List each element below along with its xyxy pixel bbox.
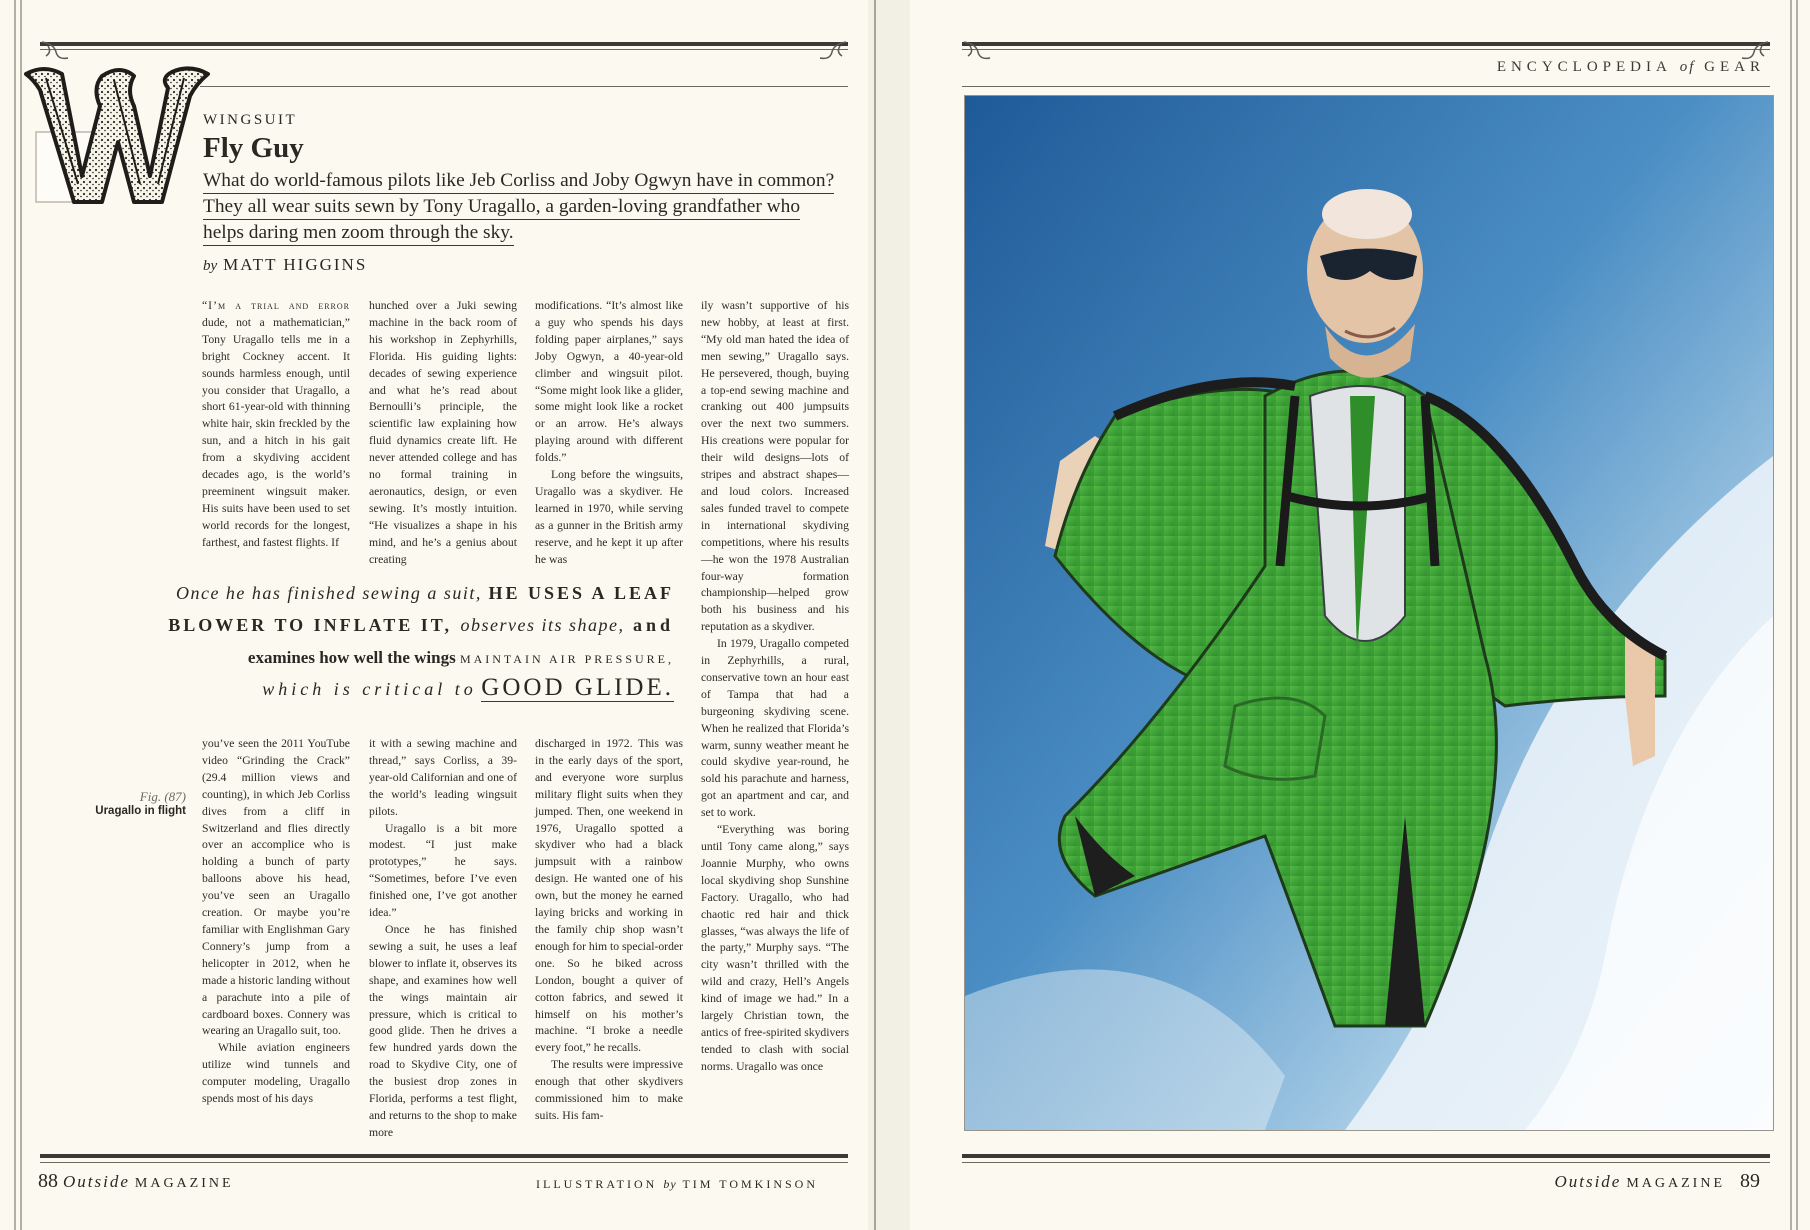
pull-quote-line-2 — [168, 615, 674, 636]
corner-ornament-icon — [962, 40, 992, 62]
dek — [203, 168, 839, 246]
magazine-name: Outside — [1554, 1172, 1622, 1191]
pull-quote-line-1 — [176, 583, 674, 604]
corner-ornament-icon — [818, 40, 848, 62]
pull-quote-bold: and — [632, 615, 674, 635]
magazine-word: MAGAZINE — [134, 1176, 234, 1191]
figure-caption-text: Uragallo in flight — [95, 805, 186, 817]
drop-cap — [22, 66, 222, 206]
byline-name: MATT HIGGINS — [223, 255, 368, 274]
column-3-top — [535, 298, 683, 569]
head-hairline — [962, 86, 1770, 87]
pull-quote-glide: GOOD GLIDE. — [481, 674, 674, 701]
headline: Fly Guy — [203, 132, 304, 164]
page-edge — [14, 0, 16, 1230]
paragraph: The results were impressive enough that other skydivers commissioned him to make suits. His fam- — [535, 1058, 683, 1122]
page-number: 89 — [1740, 1170, 1760, 1192]
pull-quote-italic: which is critical to — [262, 679, 477, 699]
column-2-bottom — [369, 736, 517, 1142]
column-1-top — [202, 298, 350, 552]
top-rule — [40, 42, 848, 46]
drop-cap-w-icon — [22, 66, 222, 206]
paragraph: Uragallo is a bit more modest. “I just make prototypes,” he says. “Sometimes, before I’ve even finished one, I’ve got another idea.” — [369, 821, 517, 920]
paragraph: ily wasn’t supportive of his new hobby, at least at first. “My old man hated the idea of men sewing,” Uragallo says. He persevered, though, buying a top-end sewing machine and cranking out 400 jumpsuits over the next two summers. His creations were popular for their wild designs—lots of stripes and abstract shapes—and loud colors. Increased sales funded travel to compete in international skydiving competitions, where his results—he won the 1978 Australian four-way formation championship—helped grow both his business and his reputation as a skydiver. — [701, 299, 849, 634]
illustration-credit — [536, 1177, 818, 1192]
bottom-rule — [40, 1154, 848, 1158]
paragraph: modifications. “It’s almost like a guy who spends his days folding paper airplanes,” says Joby Ogwyn, a 40-year-old climber and wingsuit pilot. “Some might look like a glider, some might look like a rocket or an arrow. He’s always playing around with different folds.” — [535, 299, 683, 465]
paragraph-text: dude, not a mathematician,” Tony Uragallo tells me in a bright Cockney accent. It sounds harmless enough, until you consider that Uragallo, a short 61-year-old with thinning white hair, skin freckled by the sun, and a hitch in his gait from a skydiving accident decades ago, is the world’s preeminent wingsuit maker. His suits have been used to set world records for the longest, farthest, and fastest flights. If — [202, 315, 350, 549]
column-3-bottom — [535, 736, 683, 1125]
paragraph: you’ve seen the 2011 YouTube video “Grinding the Crack” (29.4 million views and counting), in which Jeb Corliss dives from a cliff in Switzerland and flies directly over an accomplice who is holding a bunch of party balloons above his head, you’ve seen an Uragallo creation. Or maybe you’re familiar with Englishman Gary Connery’s jump from a helicopter in 2012, when he made a historic landing without a parachute into a pile of cardboard boxes. Connery was wearing an Uragallo suit, too. — [202, 737, 351, 1038]
credit-by: by — [663, 1177, 677, 1191]
bottom-hairline — [40, 1162, 848, 1163]
pull-quote-line-4 — [262, 674, 674, 702]
head-hairline — [200, 86, 848, 87]
masthead-word: GEAR — [1704, 59, 1765, 75]
credit-name: TIM TOMKINSON — [682, 1177, 819, 1191]
pull-quote-caps: HE USES A LEAF — [488, 583, 674, 603]
magazine-word: MAGAZINE — [1626, 1176, 1725, 1191]
masthead-of: of — [1679, 59, 1696, 75]
column-2-top — [369, 298, 517, 569]
pull-quote-small-caps: MAINTAIN AIR PRESSURE, — [459, 652, 674, 666]
corner-ornament-icon — [40, 40, 70, 62]
masthead-word: ENCYCLOPEDIA — [1496, 59, 1671, 75]
wingsuit-illustration — [964, 95, 1774, 1131]
column-4 — [701, 298, 849, 1076]
page-edge — [1796, 0, 1798, 1230]
paragraph: it with a sewing machine and thread,” says Corliss, a 39-year-old Californian and one of the world’s leading wingsuit pilots. — [369, 737, 517, 818]
pull-quote-bold: examines how well the wings — [247, 648, 456, 667]
paragraph: Long before the wingsuits, Uragallo was a skydiver. He learned in 1970, while serving as a gunner in the British army reserve, and he kept it up after he was — [535, 468, 683, 566]
paragraph: “Everything was boring until Tony came along,” says Joannie Murphy, who owns local skydiving shop Sunshine Factory. Uragallo, who had chaotic red hair and thick glasses, “was always the life of the party,” Murphy says. “The city wasn’t thrilled with the wild and crazy, Hell’s Angels kind of image we had.” In a largely Christian town, the antics of free-spirited skydivers tended to clash with social norms. Uragallo was once — [701, 823, 849, 1073]
wingsuit-flyer-image — [965, 96, 1773, 1130]
paragraph: Once he has finished sewing a suit, he uses a leaf blower to inflate it, observes its shape, and examines how well the wings maintain air pressure, which is critical to good glide. Then he drives a few hundred yards down the road to Skydive City, one of the busiest drop zones in Florida, performs a test flight, and returns to the shop to make more — [369, 922, 517, 1139]
figure-caption — [86, 789, 186, 817]
paragraph — [202, 298, 350, 552]
top-hairline — [962, 49, 1770, 50]
section-masthead — [1497, 59, 1765, 76]
section-label: WINGSUIT — [203, 112, 298, 128]
top-rule — [962, 42, 1770, 46]
page-number: 88 — [38, 1170, 58, 1192]
paragraph: discharged in 1972. This was in the early days of the sport, and everyone wore surplus military flight suits when they jumped. Then, one weekend in 1976, Uragallo spotted a skydiver who had a black jumpsuit with a rainbow design. He wanted one of his own, but the money he earned laying bricks and working in the family chip shop wasn’t enough for him to special-order one. So he biked across London, bought a quiver of cotton fabrics, and sewed it himself on his mother’s machine. “I broke a needle every foot,” he recalls. — [535, 737, 683, 1055]
top-hairline — [40, 49, 848, 50]
pull-quote-caps: BLOWER TO INFLATE IT, — [168, 615, 452, 635]
spine-line — [874, 0, 876, 1230]
paragraph: While aviation engineers utilize wind tunnels and computer modeling, Uragallo spends most of his days — [202, 1041, 350, 1106]
left-page — [0, 0, 902, 1230]
paragraph: In 1979, Uragallo competed in Zephyrhills, a rural, conservative town an hour east of Tampa that had a burgeoning skydiving scene. When he realized that Florida’s warm, sunny weather meant he could skydive year-round, he sold his parachute and harness, got an apartment and car, and set to work. — [701, 637, 849, 820]
byline — [203, 255, 367, 275]
byline-prefix: by — [203, 258, 218, 274]
pull-quote-italic: Once he has finished sewing a suit, — [175, 583, 482, 603]
figure-number: Fig. (87) — [139, 789, 186, 804]
lead-in: “I’m a trial and error — [202, 299, 350, 312]
bottom-hairline — [962, 1162, 1770, 1163]
paragraph: hunched over a Juki sewing machine in the back room of his workshop in Zephyrhills, Florida. His guiding lights: decades of sewing experience and what he’s read about Bernoulli’s principle, the scientific law explaining how fluid dynamics create lift. He never attended college and has no formal training in aeronautics, design, or even sewing. It’s mostly intuition. “He visualizes a shape in his mind, and he’s a genius about creating — [369, 299, 517, 566]
folio-left — [38, 1170, 234, 1193]
credit-label: ILLUSTRATION — [536, 1177, 658, 1191]
magazine-name: Outside — [63, 1172, 130, 1191]
pull-quote-italic: observes its shape, — [460, 615, 625, 635]
dek-text: What do world-famous pilots like Jeb Corliss and Joby Ogwyn have in common? They all wear suits sewn by Tony Uragallo, a garden-loving grandfather who helps daring men zoom through the sky. — [203, 170, 834, 246]
bottom-rule — [962, 1154, 1770, 1158]
folio-right — [1554, 1170, 1760, 1193]
page-edge — [1790, 0, 1792, 1230]
column-1-bottom — [202, 736, 350, 1108]
pull-quote-line-3 — [248, 648, 674, 668]
